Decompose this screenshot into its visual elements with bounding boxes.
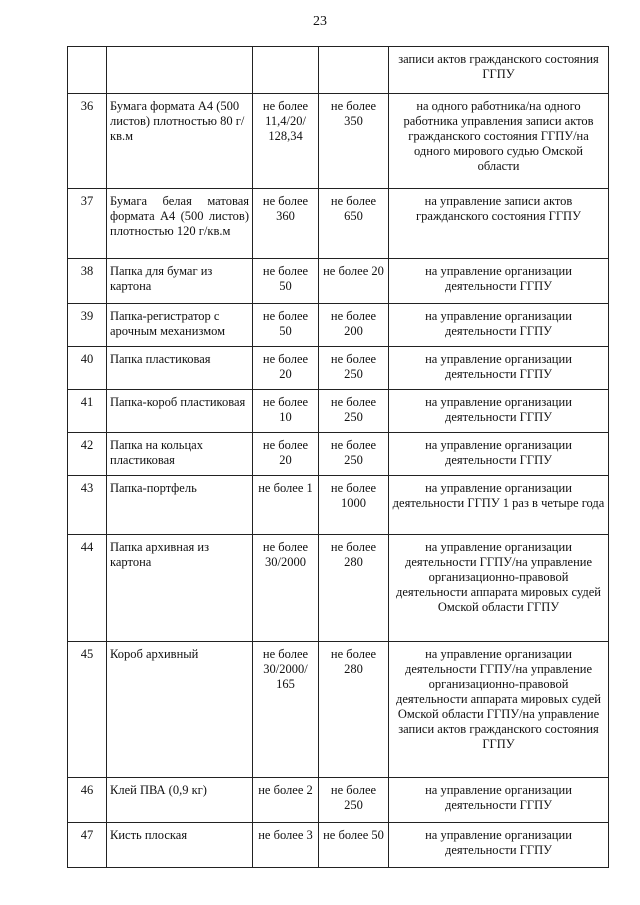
item-price: не более 1000 xyxy=(319,476,389,535)
item-recipient: на управление организации деятельности ГГПУ xyxy=(389,390,609,433)
item-quantity: не более 20 xyxy=(253,433,319,476)
table-row xyxy=(68,476,609,535)
item-quantity: не более 10 xyxy=(253,390,319,433)
row-number: 40 xyxy=(68,347,107,390)
row-number: 39 xyxy=(68,304,107,347)
table-row xyxy=(68,823,609,868)
item-price: не более 250 xyxy=(319,390,389,433)
item-recipient: на управление организации деятельности ГГПУ/на управление организационно-правовой деятельности аппарата мировых судей Омской области ГГПУ/на управление записи актов гражданского состояния ГГПУ xyxy=(389,642,609,778)
item-quantity: не более 11,4/20/ 128,34 xyxy=(253,94,319,189)
item-recipient: на одного работника/на одного работника управления записи актов гражданского состояния ГГПУ/на одного мирового судью Омской области xyxy=(389,94,609,189)
table-row xyxy=(68,189,609,259)
item-price: не более 50 xyxy=(319,823,389,868)
item-name: Папка-портфель xyxy=(107,476,253,535)
row-number xyxy=(68,47,107,94)
item-name: Папка пластиковая xyxy=(107,347,253,390)
item-name: Папка для бумаг из картона xyxy=(107,259,253,304)
norms-table xyxy=(67,46,609,868)
item-recipient: на управление записи актов гражданского состояния ГГПУ xyxy=(389,189,609,259)
item-name: Папка архивная из картона xyxy=(107,535,253,642)
item-quantity: не более 360 xyxy=(253,189,319,259)
item-name: Клей ПВА (0,9 кг) xyxy=(107,778,253,823)
item-name: Папка-регистратор с арочным механизмом xyxy=(107,304,253,347)
table-row xyxy=(68,259,609,304)
item-quantity: не более 50 xyxy=(253,304,319,347)
item-price: не более 350 xyxy=(319,94,389,189)
item-quantity xyxy=(253,47,319,94)
item-name xyxy=(107,47,253,94)
row-number: 43 xyxy=(68,476,107,535)
table-row xyxy=(68,433,609,476)
table-row xyxy=(68,347,609,390)
table-row xyxy=(68,642,609,778)
row-number: 41 xyxy=(68,390,107,433)
table-row xyxy=(68,778,609,823)
row-number: 36 xyxy=(68,94,107,189)
item-price: не более 650 xyxy=(319,189,389,259)
item-quantity: не более 50 xyxy=(253,259,319,304)
item-recipient: на управление организации деятельности ГГПУ xyxy=(389,347,609,390)
item-recipient: на управление организации деятельности ГГПУ xyxy=(389,304,609,347)
row-number: 37 xyxy=(68,189,107,259)
item-quantity: не более 2 xyxy=(253,778,319,823)
item-quantity: не более 30/2000/ 165 xyxy=(253,642,319,778)
item-name: Папка на кольцах пластиковая xyxy=(107,433,253,476)
item-recipient: на управление организации деятельности ГГПУ xyxy=(389,823,609,868)
row-number: 44 xyxy=(68,535,107,642)
item-name: Короб архивный xyxy=(107,642,253,778)
item-quantity: не более 30/2000 xyxy=(253,535,319,642)
item-price: не более 280 xyxy=(319,535,389,642)
item-name: Папка-короб пластиковая xyxy=(107,390,253,433)
item-price: не более 250 xyxy=(319,433,389,476)
item-recipient: на управление организации деятельности ГГПУ/на управление организационно-правовой деятельности аппарата мировых судей Омской области ГГПУ xyxy=(389,535,609,642)
table-row xyxy=(68,304,609,347)
item-quantity: не более 1 xyxy=(253,476,319,535)
item-recipient: на управление организации деятельности ГГПУ xyxy=(389,433,609,476)
item-price: не более 250 xyxy=(319,347,389,390)
table-row xyxy=(68,94,609,189)
item-quantity: не более 3 xyxy=(253,823,319,868)
row-number: 46 xyxy=(68,778,107,823)
table-row xyxy=(68,390,609,433)
item-recipient: записи актов гражданского состояния ГГПУ xyxy=(389,47,609,94)
table-row xyxy=(68,47,609,94)
item-price xyxy=(319,47,389,94)
item-name: Бумага белая матовая формата А4 (500 листов) плотностью 120 г/кв.м xyxy=(107,189,253,259)
item-price: не более 200 xyxy=(319,304,389,347)
item-price: не более 280 xyxy=(319,642,389,778)
item-recipient: на управление организации деятельности ГГПУ xyxy=(389,778,609,823)
item-price: не более 250 xyxy=(319,778,389,823)
item-name: Кисть плоская xyxy=(107,823,253,868)
row-number: 42 xyxy=(68,433,107,476)
item-price: не более 20 xyxy=(319,259,389,304)
page-number: 23 xyxy=(313,14,327,29)
row-number: 38 xyxy=(68,259,107,304)
item-recipient: на управление организации деятельности ГГПУ xyxy=(389,259,609,304)
item-recipient: на управление организации деятельности ГГПУ 1 раз в четыре года xyxy=(389,476,609,535)
row-number: 47 xyxy=(68,823,107,868)
item-quantity: не более 20 xyxy=(253,347,319,390)
item-name: Бумага формата А4 (500 листов) плотностью 80 г/кв.м xyxy=(107,94,253,189)
row-number: 45 xyxy=(68,642,107,778)
table-row xyxy=(68,535,609,642)
